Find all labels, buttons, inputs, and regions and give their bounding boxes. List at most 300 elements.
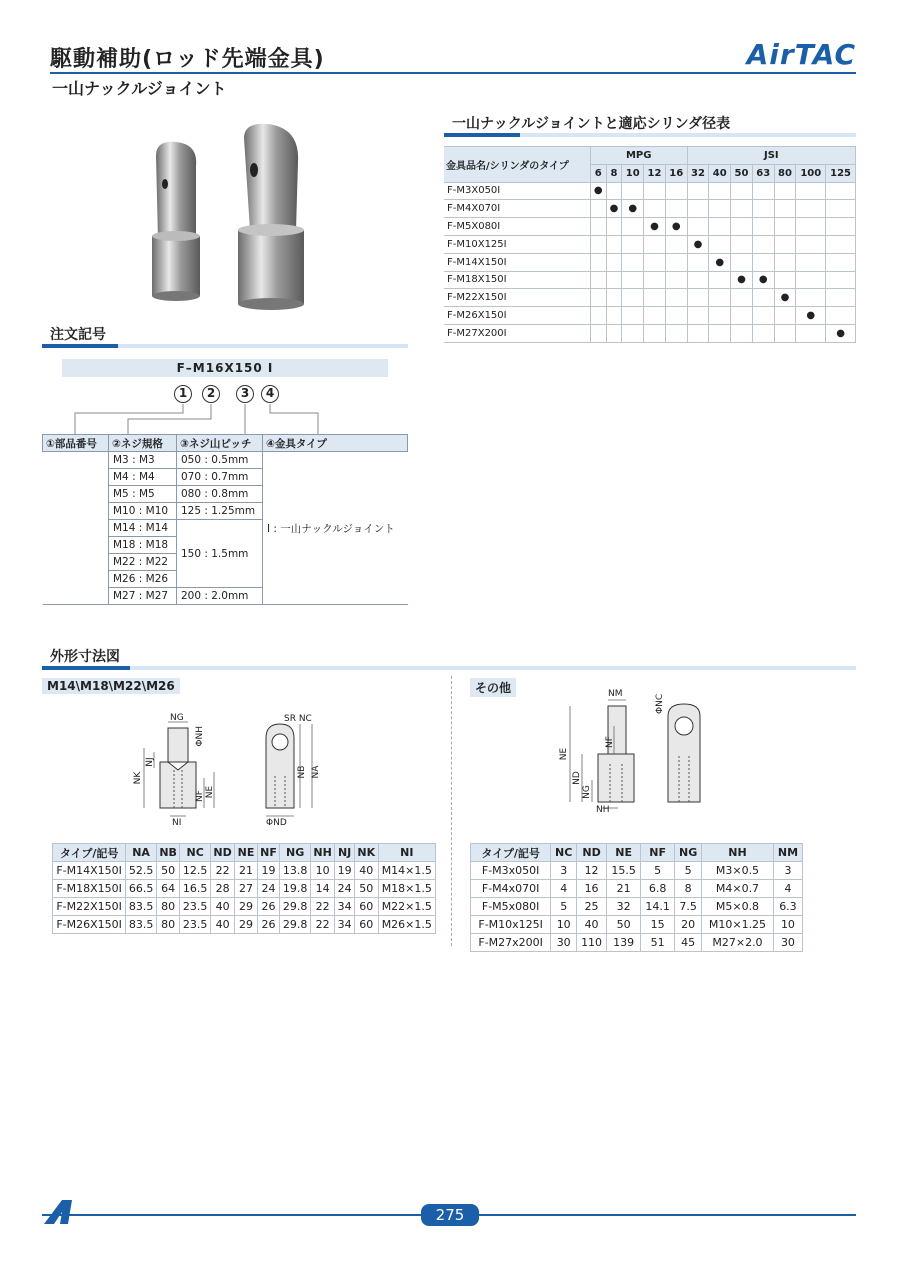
compat-empty	[774, 324, 796, 342]
dims2-header: NH	[702, 844, 774, 862]
compat-bore: 12	[644, 164, 666, 182]
order-thread: M22 : M22	[109, 554, 177, 571]
compat-empty	[731, 200, 753, 218]
dims2-cell: 45	[675, 934, 702, 952]
dims1-cell: M22×1.5	[378, 898, 435, 916]
dims1-cell: 29	[235, 898, 258, 916]
dims2-cell: 51	[641, 934, 675, 952]
compat-row-name: F-M26X150I	[444, 307, 590, 325]
dims1-cell: 12.5	[180, 862, 211, 880]
dims2-cell: 8	[675, 880, 702, 898]
dims1-cell: 50	[156, 862, 179, 880]
compat-empty	[590, 235, 606, 253]
compat-empty	[709, 182, 731, 200]
compat-bore: 16	[665, 164, 687, 182]
compat-empty	[644, 324, 666, 342]
compat-empty	[709, 271, 731, 289]
dims2-row	[471, 934, 803, 952]
compat-empty	[665, 253, 687, 271]
dims2-cell: 30	[773, 934, 802, 952]
dims1-cell: M14×1.5	[378, 862, 435, 880]
compat-empty	[644, 307, 666, 325]
compat-empty	[665, 200, 687, 218]
dim-nd: ΦND	[266, 818, 287, 828]
dims2-cell: 4	[551, 880, 577, 898]
order-pitch: 070 : 0.7mm	[177, 469, 263, 486]
dims1-cell: 40	[210, 898, 234, 916]
dims2-cell: 5	[675, 862, 702, 880]
dims2-cell: 7.5	[675, 898, 702, 916]
dims2-cell: F-M27x200I	[471, 934, 551, 952]
dims1-cell: M26×1.5	[378, 916, 435, 934]
compat-table	[444, 146, 856, 343]
dims1-cell: 16.5	[180, 880, 211, 898]
dims2-cell: 25	[577, 898, 607, 916]
order-type: I : 一山ナックルジョイント	[263, 452, 408, 605]
compat-mark: ●	[665, 218, 687, 236]
dims1-cell: 29	[235, 916, 258, 934]
dims1-header: NG	[280, 844, 311, 862]
dims1-cell: 40	[354, 862, 378, 880]
compat-row	[444, 324, 856, 342]
compat-empty	[774, 307, 796, 325]
compat-row	[444, 253, 856, 271]
dims2-cell: F-M10x125I	[471, 916, 551, 934]
dims1-header: NJ	[335, 844, 355, 862]
dims1-cell: 26	[257, 916, 280, 934]
compat-empty	[622, 271, 644, 289]
compat-empty	[687, 218, 709, 236]
dims2-header: NM	[773, 844, 802, 862]
dims2-cell: 6.3	[773, 898, 802, 916]
compat-empty	[622, 218, 644, 236]
compat-empty	[687, 289, 709, 307]
dims1-cell: 23.5	[180, 916, 211, 934]
title-rule	[50, 72, 856, 74]
dims1-row	[53, 916, 436, 934]
compat-mark: ●	[622, 200, 644, 218]
dim2-nd: ND	[572, 771, 582, 785]
compat-empty	[774, 218, 796, 236]
order-circle-4: 4	[261, 385, 279, 403]
dims1-row	[53, 880, 436, 898]
dims1-header: NA	[126, 844, 157, 862]
order-thread: M26 : M26	[109, 571, 177, 588]
compat-mark: ●	[826, 324, 856, 342]
order-thread: M3 : M3	[109, 452, 177, 469]
dims1-cell: F-M22X150I	[53, 898, 126, 916]
dims1-cell: F-M14X150I	[53, 862, 126, 880]
dims2-cell: M27×2.0	[702, 934, 774, 952]
dims1-cell: 80	[156, 898, 179, 916]
compat-empty	[665, 307, 687, 325]
compat-empty	[731, 324, 753, 342]
compat-empty	[665, 271, 687, 289]
compat-empty	[590, 253, 606, 271]
order-thread: M18 : M18	[109, 537, 177, 554]
compat-bore: 10	[622, 164, 644, 182]
dim2-nc: ΦNC	[655, 693, 665, 714]
compat-empty	[826, 218, 856, 236]
dims2-cell: 40	[577, 916, 607, 934]
dims2-header: NC	[551, 844, 577, 862]
dims2-cell: 12	[577, 862, 607, 880]
dims1-cell: 60	[354, 916, 378, 934]
dim-nf: NF	[195, 790, 205, 802]
brand-logo: AirTAC	[746, 38, 856, 71]
compat-bore: 80	[774, 164, 796, 182]
compat-empty	[826, 235, 856, 253]
compat-empty	[687, 271, 709, 289]
compat-row	[444, 218, 856, 236]
order-thread: M4 : M4	[109, 469, 177, 486]
dims1-cell: F-M26X150I	[53, 916, 126, 934]
compat-row	[444, 289, 856, 307]
dims1-header: NH	[310, 844, 334, 862]
compat-empty	[622, 289, 644, 307]
compat-empty	[731, 218, 753, 236]
dims1-row	[53, 862, 436, 880]
compat-empty	[606, 235, 622, 253]
dims-table-large	[52, 843, 436, 934]
dims-left-tag: M14\M18\M22\M26	[42, 678, 180, 694]
dims1-header: NB	[156, 844, 179, 862]
compat-empty	[731, 289, 753, 307]
dims1-cell: 22	[310, 916, 334, 934]
dim-ng: NG	[170, 713, 184, 723]
dims2-cell: F-M4x070I	[471, 880, 551, 898]
compat-row	[444, 307, 856, 325]
order-thread: M10 : M10	[109, 503, 177, 520]
compat-empty	[644, 271, 666, 289]
compat-empty	[752, 307, 774, 325]
compat-empty	[590, 218, 606, 236]
order-pitch: 080 : 0.8mm	[177, 486, 263, 503]
dims1-cell: 24	[335, 880, 355, 898]
compat-empty	[774, 200, 796, 218]
compat-empty	[796, 200, 826, 218]
compat-mark: ●	[687, 235, 709, 253]
dims1-cell: 60	[354, 898, 378, 916]
order-heading-rule	[42, 344, 408, 348]
dim2-nf: NF	[605, 736, 615, 748]
dims2-header: ND	[577, 844, 607, 862]
compat-empty	[590, 307, 606, 325]
compat-empty	[606, 271, 622, 289]
dims1-header: タイプ/記号	[53, 844, 126, 862]
dims1-cell: 29.8	[280, 898, 311, 916]
compat-row-name: F-M18X150I	[444, 271, 590, 289]
compat-bore: 8	[606, 164, 622, 182]
compat-empty	[796, 182, 826, 200]
compat-empty	[709, 235, 731, 253]
compat-empty	[826, 253, 856, 271]
compat-empty	[774, 235, 796, 253]
compat-empty	[752, 182, 774, 200]
compat-empty	[796, 289, 826, 307]
compat-empty	[687, 324, 709, 342]
dims1-cell: 66.5	[126, 880, 157, 898]
compat-row-name: F-M10X125I	[444, 235, 590, 253]
compat-group-mpg: MPG	[590, 147, 687, 165]
order-pitch: 150 : 1.5mm	[177, 520, 263, 588]
compat-empty	[752, 235, 774, 253]
order-pitch: 050 : 0.5mm	[177, 452, 263, 469]
dims2-cell: 50	[607, 916, 641, 934]
dims1-cell: 23.5	[180, 898, 211, 916]
compat-empty	[796, 235, 826, 253]
compat-corner: 金具品名/シリンダのタイプ	[444, 147, 590, 183]
compat-empty	[622, 253, 644, 271]
compat-row-name: F-M14X150I	[444, 253, 590, 271]
compat-empty	[826, 307, 856, 325]
dims1-cell: 22	[310, 898, 334, 916]
compat-row	[444, 235, 856, 253]
order-pitch: 200 : 2.0mm	[177, 588, 263, 605]
dims2-cell: 5	[641, 862, 675, 880]
dims1-header: ND	[210, 844, 234, 862]
dims-heading: 外形寸法図	[50, 649, 120, 665]
compat-empty	[752, 218, 774, 236]
compat-row-name: F-M3X050I	[444, 182, 590, 200]
dim-ni: NI	[172, 818, 182, 828]
compat-empty	[796, 218, 826, 236]
dim-nk: NK	[133, 771, 143, 785]
compat-row	[444, 271, 856, 289]
dims2-cell: 3	[773, 862, 802, 880]
dims1-cell: 50	[354, 880, 378, 898]
compat-empty	[731, 235, 753, 253]
dims1-cell: 21	[235, 862, 258, 880]
compat-empty	[590, 271, 606, 289]
compat-row-name: F-M27X200I	[444, 324, 590, 342]
dims2-row	[471, 862, 803, 880]
compat-empty	[687, 307, 709, 325]
dim-srnc: SR NC	[284, 714, 312, 724]
dims2-cell: 15	[641, 916, 675, 934]
compat-empty	[731, 307, 753, 325]
order-thread: M27 : M27	[109, 588, 177, 605]
compat-empty	[622, 324, 644, 342]
dim2-nm: NM	[608, 689, 623, 699]
compat-empty	[796, 324, 826, 342]
compat-empty	[687, 182, 709, 200]
product-photo	[140, 118, 320, 313]
dims1-cell: 14	[310, 880, 334, 898]
dims2-cell: 20	[675, 916, 702, 934]
compat-bore: 40	[709, 164, 731, 182]
dims1-header: NF	[257, 844, 280, 862]
dims1-cell: 28	[210, 880, 234, 898]
compat-empty	[644, 200, 666, 218]
dims1-header: NC	[180, 844, 211, 862]
page-number: 275	[421, 1204, 479, 1226]
compat-empty	[752, 200, 774, 218]
compat-empty	[665, 235, 687, 253]
dims1-cell: 83.5	[126, 916, 157, 934]
compat-empty	[606, 253, 622, 271]
dims-table-small	[470, 843, 803, 952]
compat-row-name: F-M4X070I	[444, 200, 590, 218]
dims1-cell: 27	[235, 880, 258, 898]
compat-empty	[752, 324, 774, 342]
dims2-cell: 21	[607, 880, 641, 898]
order-part-cell	[43, 452, 109, 605]
compat-empty	[665, 182, 687, 200]
page-subtitle: 一山ナックルジョイント	[52, 79, 227, 98]
compat-row	[444, 200, 856, 218]
dims1-cell: 64	[156, 880, 179, 898]
order-leader-lines	[60, 403, 340, 435]
dims2-cell: M4×0.7	[702, 880, 774, 898]
dims2-cell: 32	[607, 898, 641, 916]
dims2-row	[471, 898, 803, 916]
dims1-cell: 34	[335, 898, 355, 916]
compat-empty	[644, 182, 666, 200]
dims2-cell: 16	[577, 880, 607, 898]
compat-empty	[590, 200, 606, 218]
dims2-cell: 110	[577, 934, 607, 952]
dims2-row	[471, 880, 803, 898]
dim-nj: NJ	[145, 757, 155, 767]
compat-bore: 100	[796, 164, 826, 182]
order-heading: 注文記号	[50, 327, 106, 343]
compat-empty	[709, 307, 731, 325]
order-pitch: 125 : 1.25mm	[177, 503, 263, 520]
compat-mark: ●	[644, 218, 666, 236]
compat-empty	[709, 218, 731, 236]
dims2-cell: F-M3x050I	[471, 862, 551, 880]
dims-right-tag: その他	[470, 678, 516, 697]
dims2-cell: 139	[607, 934, 641, 952]
compat-mark: ●	[709, 253, 731, 271]
dims2-cell: F-M5x080I	[471, 898, 551, 916]
dims2-row	[471, 916, 803, 934]
dims1-cell: 52.5	[126, 862, 157, 880]
dims1-cell: 19.8	[280, 880, 311, 898]
compat-mark: ●	[752, 271, 774, 289]
dims1-cell: 26	[257, 898, 280, 916]
order-h-thread: ②ネジ規格	[109, 435, 177, 452]
compat-empty	[826, 271, 856, 289]
compat-mark: ●	[590, 182, 606, 200]
compat-heading-rule	[444, 133, 856, 137]
dim-na: NA	[311, 765, 321, 779]
dims2-cell: 30	[551, 934, 577, 952]
compat-empty	[590, 324, 606, 342]
dims1-cell: 40	[210, 916, 234, 934]
compat-empty	[774, 253, 796, 271]
order-table	[42, 434, 408, 605]
dim2-ne: NE	[559, 747, 569, 761]
compat-bore: 6	[590, 164, 606, 182]
dim-ne: NE	[205, 785, 215, 799]
dims2-cell: 4	[773, 880, 802, 898]
compat-empty	[687, 200, 709, 218]
compat-empty	[590, 289, 606, 307]
order-h-part: ①部品番号	[43, 435, 109, 452]
dims2-cell: M10×1.25	[702, 916, 774, 934]
compat-empty	[644, 289, 666, 307]
dims2-header: NG	[675, 844, 702, 862]
footer-logo-icon	[42, 1198, 78, 1226]
compat-empty	[752, 289, 774, 307]
compat-empty	[709, 200, 731, 218]
dims1-header: NI	[378, 844, 435, 862]
compat-empty	[826, 182, 856, 200]
compat-heading: 一山ナックルジョイントと適応シリンダ径表	[452, 116, 731, 132]
dims2-cell: M3×0.5	[702, 862, 774, 880]
compat-empty	[774, 271, 796, 289]
compat-empty	[709, 324, 731, 342]
dims2-cell: 10	[551, 916, 577, 934]
dims2-cell: 6.8	[641, 880, 675, 898]
compat-empty	[752, 253, 774, 271]
dim2-ng: NG	[582, 785, 592, 799]
compat-empty	[731, 253, 753, 271]
compat-empty	[774, 182, 796, 200]
dims1-cell: 34	[335, 916, 355, 934]
order-circle-3: 3	[236, 385, 254, 403]
dims1-cell: 13.8	[280, 862, 311, 880]
compat-empty	[622, 235, 644, 253]
order-circle-2: 2	[202, 385, 220, 403]
dims1-header: NE	[235, 844, 258, 862]
dims1-header: NK	[354, 844, 378, 862]
dims1-cell: 10	[310, 862, 334, 880]
compat-bore: 32	[687, 164, 709, 182]
compat-row-name: F-M22X150I	[444, 289, 590, 307]
compat-empty	[826, 200, 856, 218]
dims-divider	[451, 676, 452, 946]
dims2-cell: 5	[551, 898, 577, 916]
dims2-cell: M5×0.8	[702, 898, 774, 916]
compat-empty	[644, 235, 666, 253]
compat-group-jsi: JSI	[687, 147, 855, 165]
dims2-header: NE	[607, 844, 641, 862]
compat-row-name: F-M5X080I	[444, 218, 590, 236]
compat-mark: ●	[731, 271, 753, 289]
dim2-nh: NH	[596, 805, 610, 815]
compat-bore: 63	[752, 164, 774, 182]
compat-empty	[796, 271, 826, 289]
compat-empty	[644, 253, 666, 271]
dims1-cell: 22	[210, 862, 234, 880]
drawing-small	[552, 686, 732, 816]
order-h-type: ④金具タイプ	[263, 435, 408, 452]
compat-mark: ●	[796, 307, 826, 325]
compat-empty	[826, 289, 856, 307]
dims1-row	[53, 898, 436, 916]
dims1-cell: 19	[257, 862, 280, 880]
order-code: F–M16X150 I	[62, 359, 388, 377]
page-title: 駆動補助(ロッド先端金具)	[50, 47, 325, 72]
order-h-pitch: ③ネジ山ピッチ	[177, 435, 263, 452]
compat-empty	[606, 307, 622, 325]
compat-empty	[665, 289, 687, 307]
compat-empty	[665, 324, 687, 342]
dim-nh: ΦNH	[195, 726, 205, 747]
dims2-cell: 3	[551, 862, 577, 880]
compat-mark: ●	[774, 289, 796, 307]
order-thread: M5 : M5	[109, 486, 177, 503]
dims1-cell: 29.8	[280, 916, 311, 934]
dims-heading-rule	[42, 666, 856, 670]
dims1-cell: 24	[257, 880, 280, 898]
compat-empty	[606, 218, 622, 236]
drawing-large	[130, 712, 330, 828]
compat-empty	[731, 182, 753, 200]
